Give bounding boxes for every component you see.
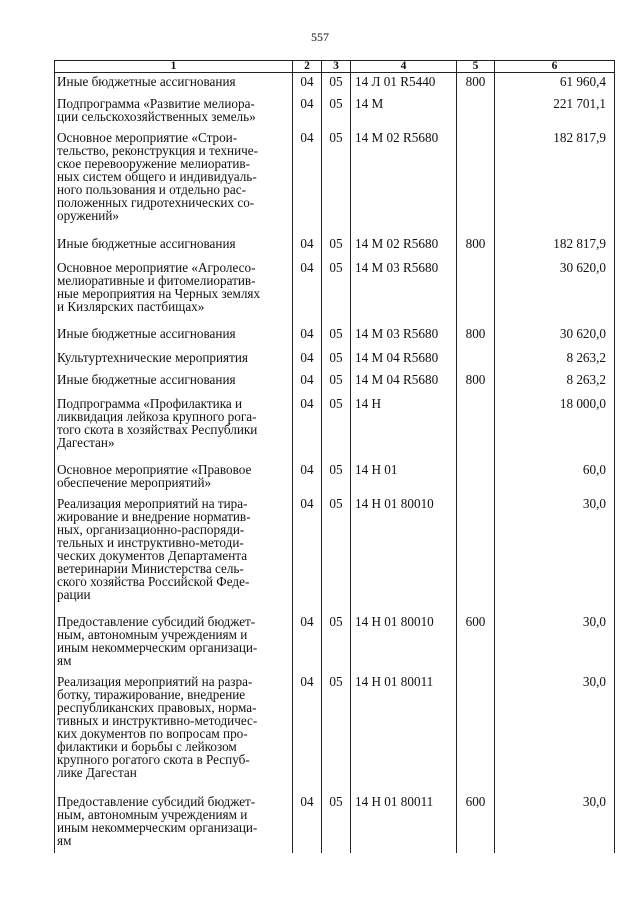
- row-name: Основное мероприятие «Правовое обеспечение мероприятий»: [55, 461, 293, 495]
- row-subsection: 05: [322, 613, 351, 673]
- row-subsection: 05: [322, 95, 351, 129]
- row-name: Иные бюджетные ассигнования: [55, 325, 293, 349]
- row-amount: 30,0: [495, 793, 615, 853]
- row-section: 04: [293, 495, 322, 613]
- row-name: Реализация мероприятий на разра- ботку, тиражирование, внедрение республиканских правовых, норма- тивных и инструктивно-методичес- ких документов по вопросам про- филактики и борьбы с лейкозом крупного рогатого скота в Респуб- лике Дагестан: [55, 673, 293, 793]
- table-row: [55, 95, 615, 129]
- row-name: Иные бюджетные ассигнования: [55, 371, 293, 395]
- row-subsection: 05: [322, 395, 351, 461]
- table-row: [55, 259, 615, 325]
- row-amount: 18 000,0: [495, 395, 615, 461]
- row-amount: 30,0: [495, 613, 615, 673]
- row-amount: 30 620,0: [495, 259, 615, 325]
- row-amount: 30,0: [495, 495, 615, 613]
- row-target-code: 14 М: [351, 95, 457, 129]
- row-amount: 60,0: [495, 461, 615, 495]
- table-row: [55, 613, 615, 673]
- row-section: 04: [293, 235, 322, 259]
- table-row: [55, 461, 615, 495]
- row-section: 04: [293, 673, 322, 793]
- row-target-code: 14 М 04 R5680: [351, 349, 457, 371]
- row-name: Иные бюджетные ассигнования: [55, 73, 293, 95]
- row-name: Культуртехнические мероприятия: [55, 349, 293, 371]
- row-section: 04: [293, 395, 322, 461]
- row-expense-type: [457, 495, 495, 613]
- row-name: Предоставление субсидий бюджет- ным, автономным учреждениям и иным некоммерческим организаци- ям: [55, 793, 293, 853]
- row-name: Основное мероприятие «Строи- тельство, реконструкция и техниче- ское перевооружение мелиоратив- ных систем общего и индивидуаль- ного пользования и отдельно рас- положенных гидротехнических со- оружений»: [55, 129, 293, 235]
- row-name: Иные бюджетные ассигнования: [55, 235, 293, 259]
- row-target-code: 14 Н 01 80010: [351, 613, 457, 673]
- row-section: 04: [293, 259, 322, 325]
- row-section: 04: [293, 793, 322, 853]
- row-subsection: 05: [322, 461, 351, 495]
- row-section: 04: [293, 613, 322, 673]
- row-amount: 30,0: [495, 673, 615, 793]
- header-col-2: 2: [293, 61, 322, 73]
- table-row: [55, 235, 615, 259]
- header-col-4: 4: [351, 61, 457, 73]
- table-header: [55, 61, 615, 73]
- row-expense-type: [457, 673, 495, 793]
- row-subsection: 05: [322, 793, 351, 853]
- row-subsection: 05: [322, 349, 351, 371]
- row-section: 04: [293, 129, 322, 235]
- page-number: 557: [311, 30, 329, 44]
- row-target-code: 14 М 02 R5680: [351, 129, 457, 235]
- row-section: 04: [293, 371, 322, 395]
- row-target-code: 14 Н 01: [351, 461, 457, 495]
- row-expense-type: [457, 395, 495, 461]
- table-row: [55, 349, 615, 371]
- row-name: Предоставление субсидий бюджет- ным, автономным учреждениям и иным некоммерческим организаци- ям: [55, 613, 293, 673]
- row-subsection: 05: [322, 495, 351, 613]
- table-row: [55, 395, 615, 461]
- row-target-code: 14 Н 01 80011: [351, 793, 457, 853]
- table-row: [55, 371, 615, 395]
- row-expense-type: 800: [457, 371, 495, 395]
- row-section: 04: [293, 349, 322, 371]
- row-name: Основное мероприятие «Агролесо- мелиоративные и фитомелиоратив- ные мероприятия на Черных землях и Кизлярских пастбищах»: [55, 259, 293, 325]
- table-row: [55, 793, 615, 853]
- row-expense-type: 800: [457, 235, 495, 259]
- row-subsection: 05: [322, 129, 351, 235]
- budget-table: [54, 60, 615, 853]
- row-name: Подпрограмма «Профилактика и ликвидация лейкоза крупного рога- того скота в хозяйствах Республики Дагестан»: [55, 395, 293, 461]
- row-expense-type: 600: [457, 793, 495, 853]
- row-subsection: 05: [322, 371, 351, 395]
- row-expense-type: 800: [457, 73, 495, 95]
- row-target-code: 14 М 04 R5680: [351, 371, 457, 395]
- table-row: [55, 673, 615, 793]
- header-col-1: 1: [55, 61, 293, 73]
- row-subsection: 05: [322, 259, 351, 325]
- row-expense-type: 600: [457, 613, 495, 673]
- row-target-code: 14 Н 01 80011: [351, 673, 457, 793]
- row-subsection: 05: [322, 235, 351, 259]
- row-amount: 182 817,9: [495, 235, 615, 259]
- row-subsection: 05: [322, 673, 351, 793]
- row-expense-type: [457, 129, 495, 235]
- row-section: 04: [293, 95, 322, 129]
- header-col-5: 5: [457, 61, 495, 73]
- row-target-code: 14 М 02 R5680: [351, 235, 457, 259]
- row-target-code: 14 Н 01 80010: [351, 495, 457, 613]
- row-amount: 8 263,2: [495, 349, 615, 371]
- row-target-code: 14 Л 01 R5440: [351, 73, 457, 95]
- row-section: 04: [293, 73, 322, 95]
- row-name: Реализация мероприятий на тира- жирование и внедрение норматив- ных, организационно-распоряди- тельных и инструктивно-методи- ческих документов Департамента ветеринарии Министерства сель- ского хозяйства Российской Феде- рации: [55, 495, 293, 613]
- row-expense-type: [457, 461, 495, 495]
- row-amount: 30 620,0: [495, 325, 615, 349]
- row-target-code: 14 М 03 R5680: [351, 259, 457, 325]
- header-col-3: 3: [322, 61, 351, 73]
- row-expense-type: 800: [457, 325, 495, 349]
- row-subsection: 05: [322, 73, 351, 95]
- row-amount: 8 263,2: [495, 371, 615, 395]
- table-row: [55, 495, 615, 613]
- row-section: 04: [293, 461, 322, 495]
- row-amount: 182 817,9: [495, 129, 615, 235]
- row-expense-type: [457, 259, 495, 325]
- row-amount: 221 701,1: [495, 95, 615, 129]
- header-col-6: 6: [495, 61, 615, 73]
- row-subsection: 05: [322, 325, 351, 349]
- row-amount: 61 960,4: [495, 73, 615, 95]
- table-body: [55, 73, 615, 853]
- row-target-code: 14 М 03 R5680: [351, 325, 457, 349]
- table-row: [55, 129, 615, 235]
- table-row: [55, 325, 615, 349]
- row-expense-type: [457, 95, 495, 129]
- row-target-code: 14 Н: [351, 395, 457, 461]
- row-name: Подпрограмма «Развитие мелиора- ции сельскохозяйственных земель»: [55, 95, 293, 129]
- row-section: 04: [293, 325, 322, 349]
- row-expense-type: [457, 349, 495, 371]
- table-row: [55, 73, 615, 95]
